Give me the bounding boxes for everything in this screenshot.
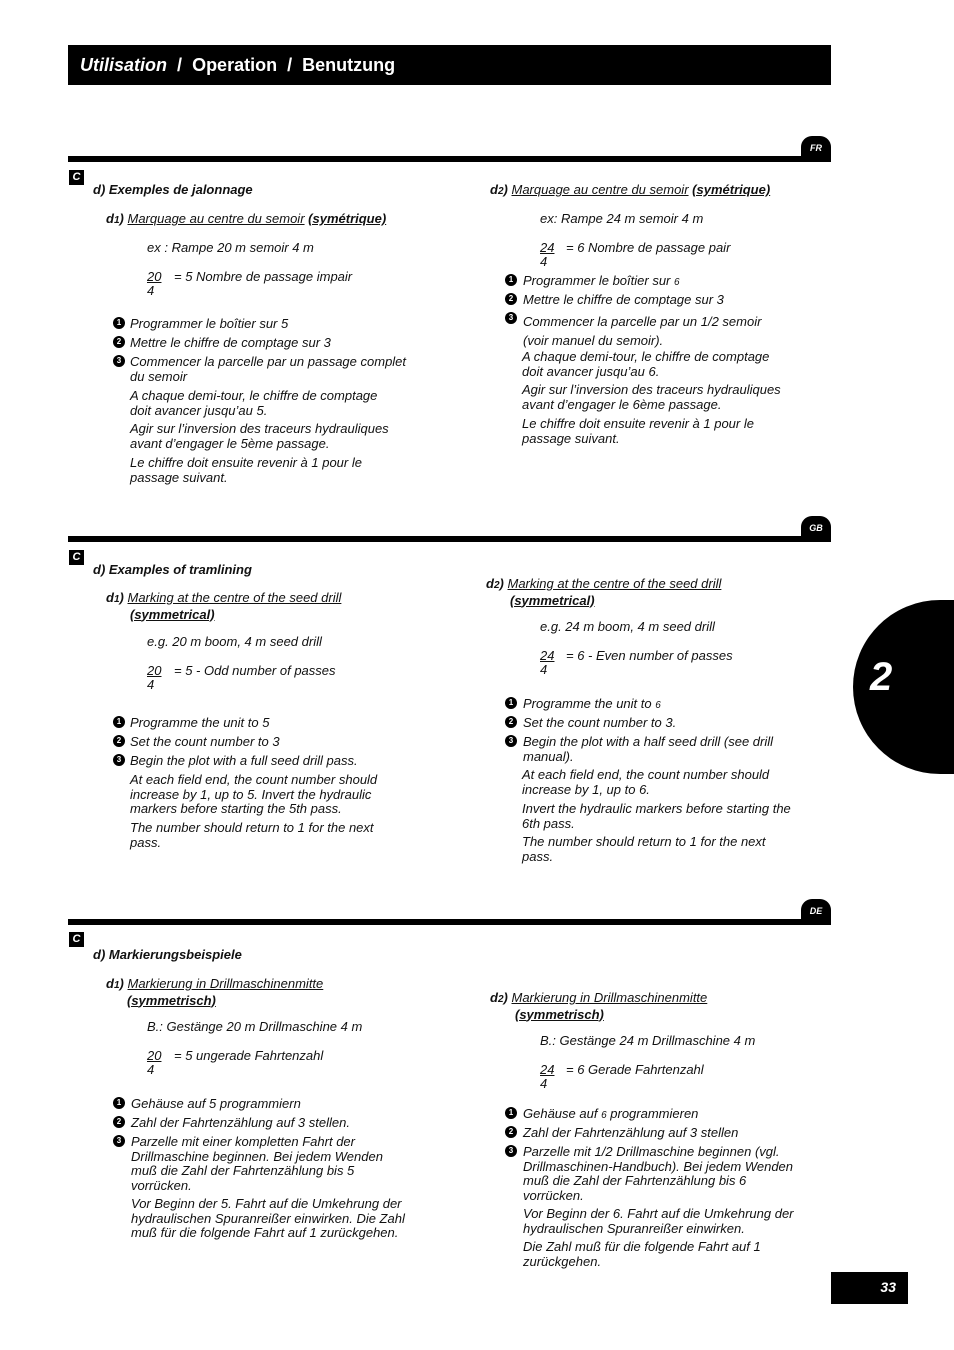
- gb-d2-heading: d2) Marking at the centre of the seed drill (symmetrical): [486, 576, 722, 608]
- gb-d2-example: e.g. 24 m boom, 4 m seed drill: [540, 619, 715, 634]
- fr-d2-example: ex: Rampe 24 m semoir 4 m: [540, 211, 704, 226]
- lang-badge-gb: GB: [801, 516, 831, 538]
- page-header: [68, 45, 831, 85]
- de-d1-step1: Gehäuse auf 5 programmiern: [131, 1096, 301, 1111]
- de-d2-heading: d2) Markierung in Drillmaschinenmitte (symmetrisch): [490, 990, 708, 1022]
- section-label-box: C: [69, 932, 84, 947]
- de-d2-example: B.: Gestänge 24 m Drillmaschine 4 m: [540, 1033, 756, 1048]
- fr-d2-para3: Le chiffre doit ensuite revenir à 1 pour le passage suivant.: [522, 416, 754, 446]
- gb-d1-example: e.g. 20 m boom, 4 m seed drill: [147, 634, 322, 649]
- de-d2-step2: Zahl der Fahrtenzählung auf 3 stellen: [523, 1125, 739, 1140]
- fr-d1-para1: A chaque demi-tour, le chiffre de comptage doit avancer jusqu’au 5.: [130, 388, 378, 418]
- step-2-icon: 2: [113, 1116, 125, 1128]
- header-title-gb: Operation: [192, 55, 278, 75]
- lang-badge-de: DE: [801, 899, 831, 921]
- gb-d-title: d) Examples of tramlining: [93, 562, 252, 577]
- de-d1-fraction: $\frac{20}{4}$: [147, 1048, 162, 1077]
- de-d1-heading: d1) Markierung in Drillmaschinenmitte (symmetrisch): [106, 976, 324, 1008]
- header-title-fr: Utilisation: [80, 55, 168, 75]
- step-2-icon: 2: [505, 716, 517, 728]
- section-rule-gb: [68, 536, 831, 542]
- fr-d2-para1: A chaque demi-tour, le chiffre de comptage doit avancer jusqu’au 6.: [522, 349, 770, 379]
- fr-d2-step3: Commencer la parcelle par un 1/2 semoir (voir manuel du semoir).: [523, 314, 762, 348]
- fr-d1-fraction: $\frac{20}{4}$: [147, 269, 162, 298]
- gb-d1-step3: Begin the plot with a full seed drill pass.: [130, 753, 358, 768]
- de-d2-result: = 6 Gerade Fahrtenzahl: [566, 1062, 704, 1077]
- de-d1-example: B.: Gestänge 20 m Drillmaschine 4 m: [147, 1019, 363, 1034]
- step-1-icon: 1: [505, 274, 517, 286]
- gb-d2-fraction: $\frac{24}{4}$: [540, 648, 555, 677]
- de-d2-step1: Gehäuse auf 6 programmieren: [523, 1106, 699, 1121]
- gb-d2-step3: Begin the plot with a half seed drill (see drill manual).: [523, 734, 774, 764]
- step-2-icon: 2: [505, 1126, 517, 1138]
- step-1-icon: 1: [505, 1107, 517, 1119]
- gb-d1-fraction: $\frac{20}{4}$: [147, 663, 162, 692]
- header-title-de: Benutzung: [302, 55, 396, 75]
- header-sep: /: [177, 55, 183, 75]
- fr-d1-step1: Programmer le boîtier sur 5: [130, 316, 289, 331]
- de-d1-step2: Zahl der Fahrtenzählung auf 3 stellen.: [131, 1115, 350, 1130]
- step-2-icon: 2: [113, 336, 125, 348]
- gb-d1-heading: d1) Marking at the centre of the seed drill (symmetrical): [106, 590, 342, 622]
- section-label-box: C: [69, 170, 84, 185]
- chapter-number: 2: [870, 655, 893, 699]
- fr-d2-result: = 6 Nombre de passage pair: [566, 240, 731, 255]
- de-d2-para1: Vor Beginn der 6. Fahrt auf die Umkehrung der hydraulischen Spuranreißer einwirken.: [523, 1206, 794, 1236]
- gb-d2-para2: Invert the hydraulic markers before starting the 6th pass.: [522, 801, 791, 831]
- de-d2-para2: Die Zahl muß für die folgende Fahrt auf 1 zurückgehen.: [523, 1239, 761, 1269]
- de-d1-step3: Parzelle mit einer kompletten Fahrt der Drillmaschine beginnen. Bei jedem Wenden muß die Zahl der Fahrtenzählung bis 5 vorrücken.: [131, 1134, 383, 1193]
- gb-d2-step1: Programme the unit to 6: [523, 696, 661, 711]
- step-1-icon: 1: [505, 697, 517, 709]
- fr-d1-para3: Le chiffre doit ensuite revenir à 1 pour le passage suivant.: [130, 455, 362, 485]
- section-label-box: C: [69, 550, 84, 565]
- gb-d1-result: = 5 - Odd number of passes: [174, 663, 336, 678]
- section-rule-de: [68, 919, 831, 925]
- section-rule-fr: [68, 156, 831, 162]
- gb-d2-para3: The number should return to 1 for the next pass.: [522, 834, 766, 864]
- gb-d1-step1: Programme the unit to 5: [130, 715, 270, 730]
- fr-d1-step3: Commencer la parcelle par un passage complet du semoir: [130, 354, 407, 384]
- fr-d1-step2: Mettre le chiffre de comptage sur 3: [130, 335, 331, 350]
- fr-d2-heading: d2) Marquage au centre du semoir (symétrique): [490, 182, 771, 197]
- gb-d2-para1: At each field end, the count number should increase by 1, up to 6.: [522, 767, 770, 797]
- gb-d2-result: = 6 - Even number of passes: [566, 648, 733, 663]
- page-number: 33: [831, 1272, 908, 1304]
- de-d-title: d) Markierungsbeispiele: [93, 947, 242, 962]
- step-1-icon: 1: [113, 1097, 125, 1109]
- fr-d2-fraction: $\frac{24}{4}$: [540, 240, 555, 269]
- fr-d2-para2: Agir sur l’inversion des traceurs hydrauliques avant d’engager le 6ème passage.: [522, 382, 781, 412]
- fr-d1-heading: d1) Marquage au centre du semoir (symétrique): [106, 211, 387, 226]
- step-2-icon: 2: [113, 735, 125, 747]
- de-d1-result: = 5 ungerade Fahrtenzahl: [174, 1048, 324, 1063]
- step-1-icon: 1: [113, 317, 125, 329]
- gb-d2-step2: Set the count number to 3.: [523, 715, 677, 730]
- fr-d-title: d) Exemples de jalonnage: [93, 182, 253, 197]
- step-3-icon: 3: [505, 312, 517, 324]
- gb-d1-step2: Set the count number to 3: [130, 734, 280, 749]
- fr-d1-result: = 5 Nombre de passage impair: [174, 269, 353, 284]
- step-3-icon: 3: [113, 355, 125, 367]
- de-d2-step3: Parzelle mit 1/2 Drillmaschine beginnen (vgl. Drillmaschinen-Handbuch). Bei jedem Wenden muß die Zahl der Fahrtenzählung bis 6 vorrücken.: [523, 1144, 794, 1203]
- fr-d1-para2: Agir sur l’inversion des traceurs hydrauliques avant d’engager le 5ème passage.: [130, 421, 389, 451]
- lang-badge-fr: FR: [801, 136, 831, 158]
- de-d2-fraction: $\frac{24}{4}$: [540, 1062, 555, 1091]
- step-3-icon: 3: [505, 1145, 517, 1157]
- gb-d1-para2: The number should return to 1 for the next pass.: [130, 820, 374, 850]
- step-3-icon: 3: [505, 735, 517, 747]
- fr-d2-step2: Mettre le chiffre de comptage sur 3: [523, 292, 724, 307]
- gb-d1-para1: At each field end, the count number should increase by 1, up to 5. Invert the hydraulic markers before starting the 5th pass.: [130, 772, 378, 816]
- de-d1-para1: Vor Beginn der 5. Fahrt auf die Umkehrung der hydraulischen Spuranreißer einwirken. Die Zahl muß für die folgende Fahrt auf 1 zurückgehen.: [131, 1196, 405, 1240]
- fr-d1-example: ex : Rampe 20 m semoir 4 m: [147, 240, 314, 255]
- step-3-icon: 3: [113, 754, 125, 766]
- step-1-icon: 1: [113, 716, 125, 728]
- header-sep: /: [287, 55, 293, 75]
- chapter-tab: [853, 600, 954, 774]
- fr-d2-step1: Programmer le boîtier sur 6: [523, 273, 680, 288]
- step-2-icon: 2: [505, 293, 517, 305]
- step-3-icon: 3: [113, 1135, 125, 1147]
